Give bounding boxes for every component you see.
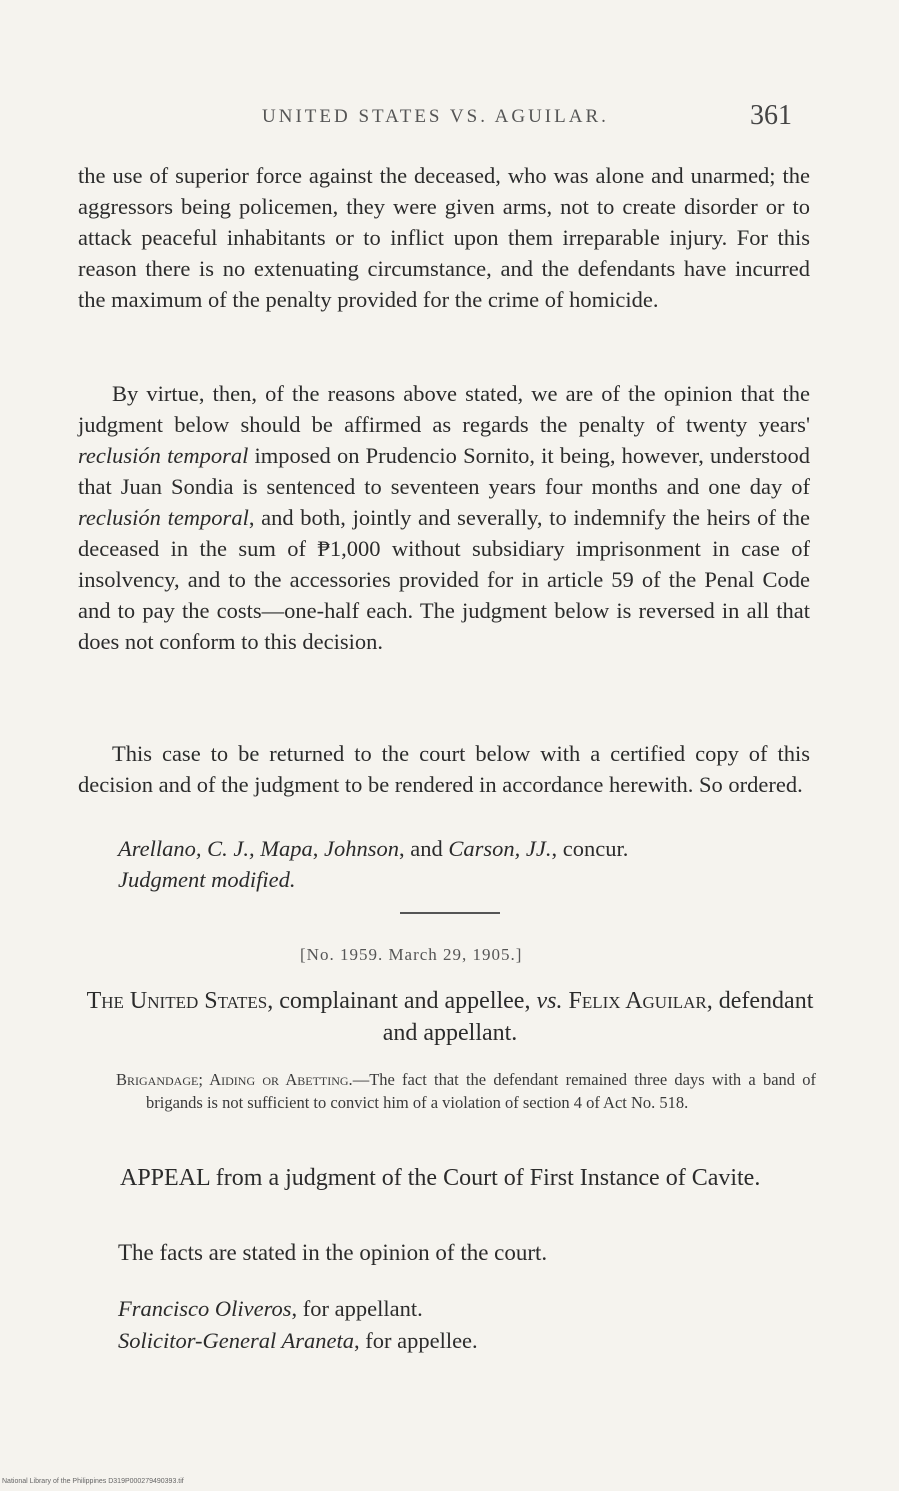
judge-carson: Carson, JJ. <box>448 836 552 861</box>
appeal-statement: APPEAL from a judgment of the Court of First Instance of Cavite. <box>120 1165 761 1191</box>
paragraph-2 <box>78 378 810 657</box>
syllabus <box>116 1068 816 1114</box>
paragraph-1-text: the use of superior force against the deceased, who was alone and unarmed; the aggressors being policemen, they were given arms, not to create disorder or to attack peaceful inhabitants or to inflict upon them irreparable injury. For this reason there is no extenuating circumstance, and the defendants have incurred the maximum of the penalty provided for the crime of homicide. <box>78 163 810 312</box>
judgment-modified-text: Judgment modified. <box>118 867 296 892</box>
case-title <box>80 985 820 1049</box>
counsel-appellee <box>118 1325 478 1357</box>
paragraph-2-part-e: , and both, jointly and severally, to indemnify the heirs of the deceased in the sum of ₱1,000 without subsidiary imprisonment in case of insolvency, and to the accessories provided for in article 59 of the Penal Code and to pay the costs—one-half each. The judgment below is reversed in all that does not conform to this decision. <box>78 505 810 654</box>
case-number: [No. 1959. March 29, 1905.] <box>300 945 523 964</box>
paragraph-2-part-a: By virtue, then, of the reasons above stated, we are of the opinion that the judgment below should be affirmed as regards the penalty of twenty years' <box>78 381 810 437</box>
paragraph-3-text: This case to be returned to the court below with a certified copy of this decision and of the judgment to be rendered in accordance herewith. So ordered. <box>78 741 810 797</box>
counsel-appellee-name: Solicitor-General Araneta <box>118 1328 354 1353</box>
judges-concurrence <box>118 833 810 895</box>
syllabus-heading: Brigandage; Aiding or Abetting. <box>116 1070 353 1089</box>
judges-line <box>118 833 810 864</box>
page-number: 361 <box>750 100 792 131</box>
paragraph-2-italic-2: reclusión temporal <box>78 505 249 530</box>
counsel-appellant <box>118 1293 478 1325</box>
judges-and: , and <box>399 836 449 861</box>
judge-arellano: Arellano, C. J., <box>118 836 261 861</box>
scan-footer: National Library of the Philippines D319P000279490393.tif <box>2 1478 184 1485</box>
case-title-end: , defendant and appellant. <box>382 988 814 1046</box>
case-defendant: Felix Aguilar <box>562 988 707 1014</box>
judge-johnson: Johnson <box>324 836 400 861</box>
judges-sep: , <box>312 836 325 861</box>
paragraph-1 <box>78 160 810 315</box>
counsel-appellant-role: , for appellant. <box>291 1296 423 1321</box>
judge-mapa: Mapa <box>260 836 313 861</box>
facts-statement: The facts are stated in the opinion of the court. <box>118 1240 548 1265</box>
running-head: UNITED STATES VS. AGUILAR. <box>262 106 609 127</box>
paragraph-3 <box>78 738 810 800</box>
judgment-modified <box>118 864 810 895</box>
case-vs: vs. <box>536 988 563 1014</box>
case-plaintiff: The United States <box>86 988 268 1014</box>
paragraph-2-part-c: imposed on Prudencio Sornito, it being, however, understood that Juan Sondia is sentenced to seventeen years four months and one day of <box>78 443 810 499</box>
judges-concur: , concur. <box>551 836 629 861</box>
counsel-appellee-role: , for appellee. <box>353 1328 478 1353</box>
counsel-appellant-name: Francisco Oliveros <box>118 1296 292 1321</box>
paragraph-2-text <box>78 378 810 657</box>
counsel <box>118 1293 478 1357</box>
paragraph-2-italic-1: reclusión temporal <box>78 443 249 468</box>
section-divider <box>400 912 500 914</box>
syllabus-text: —The fact that the defendant remained three days with a band of brigands is not sufficient to convict him of a violation of section 4 of Act No. 518. <box>146 1070 816 1112</box>
case-title-middle: , complainant and appellee, <box>267 988 537 1014</box>
